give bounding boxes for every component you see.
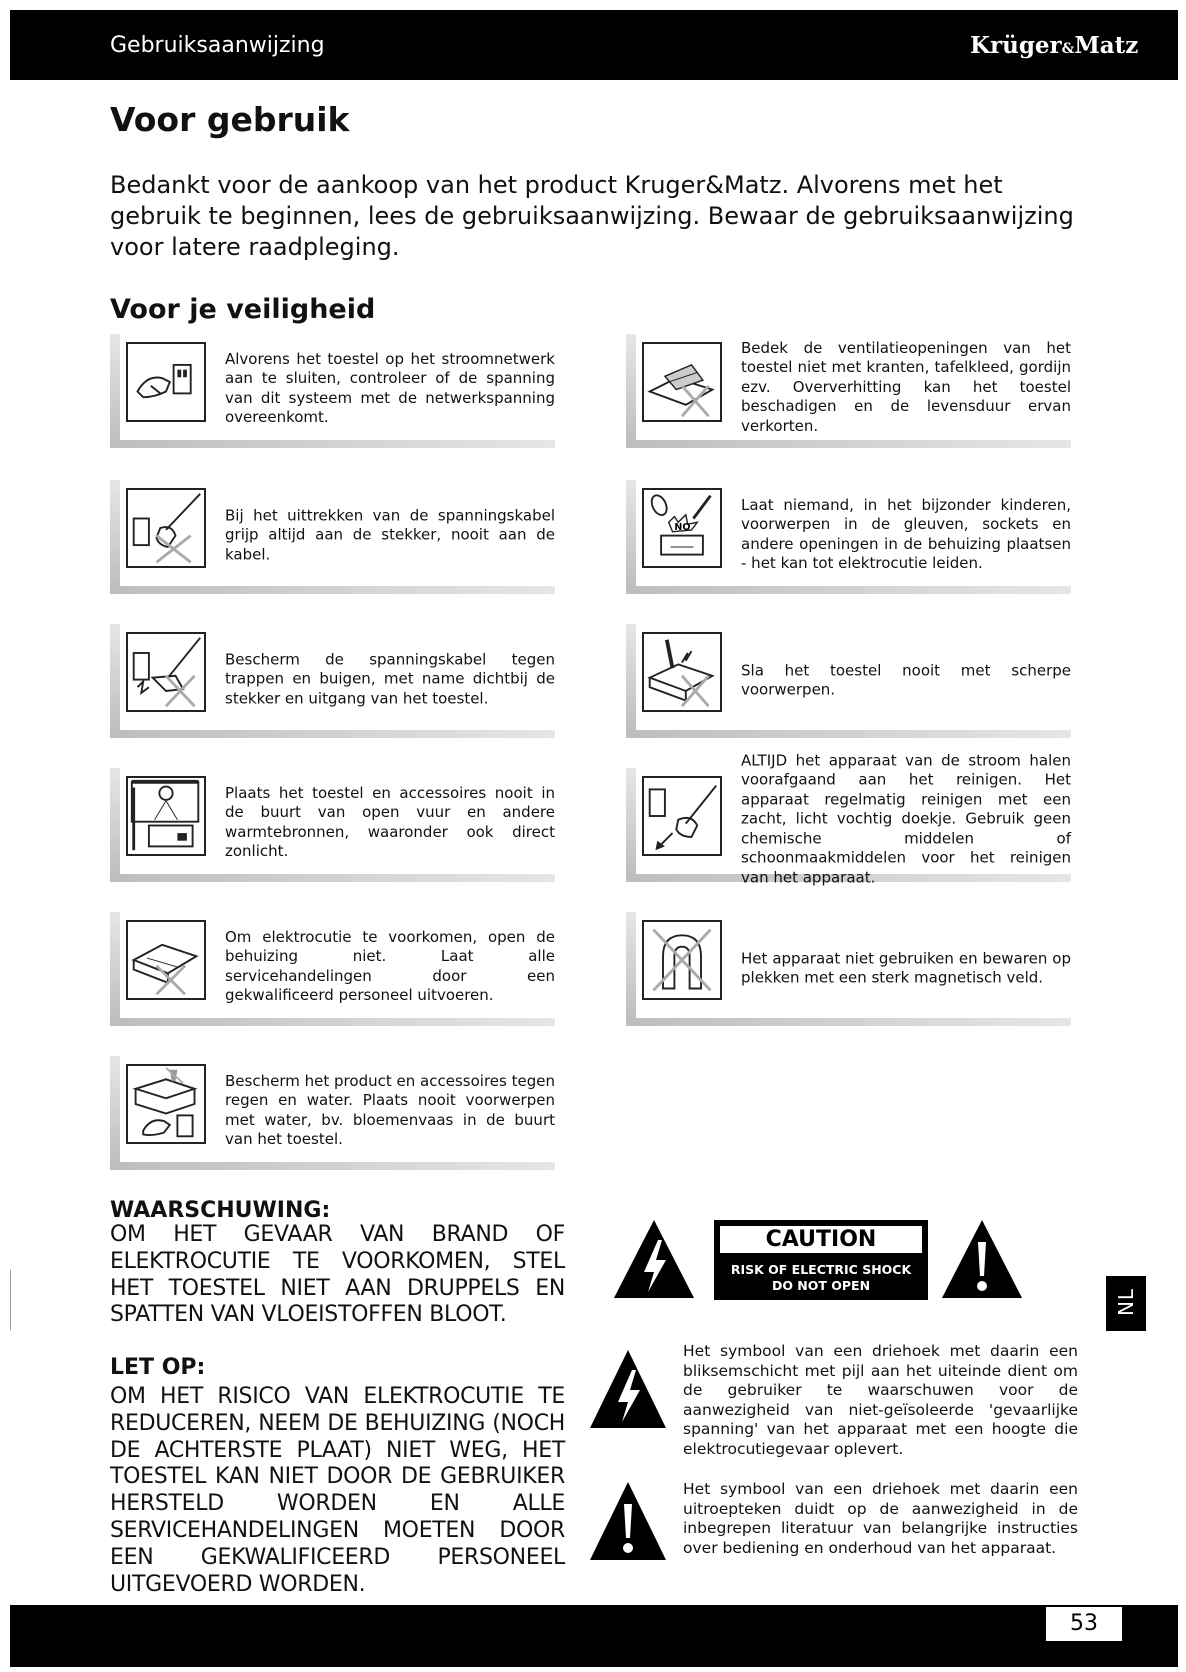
symbol-lightning-text: Het symbool van een driehoek met daarin een bliksemschicht met pijl aan het uiteinde dient om de gebruiker te waarschuwen voor de aanwezigheid van niet-geïsoleerde 'gevaarlijke spanning' van het apparaat met een hoogte die elektrocutiegevaar oplevert.: [683, 1342, 1078, 1458]
safety-card-left-3: [110, 624, 555, 741]
side-mark: [10, 1270, 11, 1330]
page-title: Voor gebruik: [110, 100, 350, 139]
brand-logo: Krüger&Matz: [970, 32, 1139, 59]
warning-title: WAARSCHUWING:: [110, 1198, 331, 1223]
open-housing-icon: [126, 920, 206, 1000]
symbol-exclamation-text: Het symbool van een driehoek met daarin een uitroepteken duidt op de aanwezigheid in de inbegrepen literatuur van belangrijke instructies over bediening en onderhoud van het apparaat.: [683, 1480, 1078, 1557]
safety-card-right-3: [626, 624, 1071, 741]
card-text: Het apparaat niet gebruiken en bewaren op plekken met een sterk magnetisch veld.: [741, 948, 1071, 987]
caution-title: CAUTION: [720, 1226, 922, 1253]
lightning-triangle-icon: [588, 1348, 668, 1430]
card-text: ALTIJD het apparaat van de stroom halen voorafgaand aan het reinigen. Het apparaat regelmatig reinigen met een zacht, licht vochtig doekje. Gebruik geen chemische middelen of schoonmaakmiddelen voor het reinigen van het apparaat.: [741, 751, 1071, 887]
safety-card-left-5: [110, 912, 555, 1029]
card-text: Laat niemand, in het bijzonder kinderen, voorwerpen in de gleuven, sockets en andere openingen in de behuizing plaatsen - het kan tot elektrocutie leiden.: [741, 495, 1071, 573]
card-text: Bij het uittrekken van de spanningskabel grijp altijd aan de stekker, nooit aan de kabel.: [225, 506, 555, 564]
card-text: Bedek de ventilatieopeningen van het toestel niet met kranten, tafelkleed, gordijn ezv. Oververhitting kan het toestel beschadigen en de levensduur ervan verkorten.: [741, 338, 1071, 435]
safety-card-right-5: [626, 912, 1071, 1029]
card-text: Alvorens het toestel op het stroomnetwerk aan te sluiten, controleer of de spanning van dit systeem met de netwerkspanning overeenkomt.: [225, 349, 555, 427]
exclamation-triangle-icon: [588, 1480, 668, 1562]
page-number: 53: [1046, 1607, 1122, 1641]
heat-sun-icon: [126, 776, 206, 856]
warning-text: OM HET GEVAAR VAN BRAND OF ELEKTROCUTIE TE VOORKOMEN, STEL HET TOESTEL NIET AAN DRUPPELS EN SPATTEN VAN VLOEISTOFFEN BLOOT.: [110, 1222, 565, 1328]
card-text: Bescherm de spanningskabel tegen trappen en buigen, met name dichtbij de stekker en uitgang van het toestel.: [225, 650, 555, 708]
ventilation-icon: [642, 342, 722, 422]
header-title: Gebruiksaanwijzing: [110, 33, 325, 58]
caution-line-2: DO NOT OPEN: [771, 1278, 871, 1293]
protect-cable-icon: [126, 632, 206, 712]
card-text: Bescherm het product en accessoires tegen regen en water. Plaats nooit voorwerpen met water, bv. bloemenvaas in de buurt van het toestel.: [225, 1071, 555, 1149]
page-header: [10, 10, 1178, 80]
page-footer: [10, 1605, 1178, 1667]
intro-paragraph: Bedankt voor de aankoop van het product Kruger&Matz. Alvorens met het gebruik te beginnen, lees de gebruiksaanwijzing. Bewaar de gebruiksaanwijzing voor latere raadpleging.: [110, 171, 1074, 261]
safety-card-right-4: [626, 751, 1071, 887]
plug-socket-icon: [126, 342, 206, 422]
safety-card-left-6: [110, 1056, 555, 1173]
safety-card-right-1: [626, 334, 1071, 451]
caution-exclamation-triangle-icon: [940, 1218, 1024, 1300]
no-badge: NO: [674, 521, 691, 533]
card-text: Sla het toestel nooit met scherpe voorwerpen.: [741, 660, 1071, 699]
safety-card-left-4: [110, 768, 555, 885]
language-tab: NL: [1106, 1276, 1146, 1331]
no-objects-icon: [642, 488, 722, 568]
section-title: Voor je veiligheid: [110, 294, 376, 325]
safety-card-left-2: [110, 480, 555, 597]
caution-lightning-triangle-icon: [612, 1218, 696, 1300]
magnet-icon: [642, 920, 722, 1000]
card-text: Plaats het toestel en accessoires nooit in de buurt van open vuur en andere warmtebronnen, waaronder ook direct zonlicht.: [225, 783, 555, 861]
water-vase-icon: [126, 1064, 206, 1144]
note-text: OM HET RISICO VAN ELEKTROCUTIE TE REDUCEREN, NEEM DE BEHUIZING (NOCH DE ACHTERSTE PLAAT) NIET WEG, HET TOESTEL KAN NIET DOOR DE GEBRUIKER HERSTELD WORDEN EN ALLE SERVICEHANDELINGEN MOETEN DOOR EEN GEKWALIFICEERD PERSONEEL UITGEVOERD WORDEN.: [110, 1384, 565, 1597]
caution-label: [714, 1220, 928, 1300]
sharp-objects-icon: [642, 632, 722, 712]
safety-card-right-2: [626, 480, 1071, 597]
safety-card-left-1: [110, 334, 555, 451]
caution-line-1: RISK OF ELECTRIC SHOCK: [730, 1262, 912, 1277]
unplug-cable-icon: [126, 488, 206, 568]
note-title: LET OP:: [110, 1355, 206, 1380]
cleaning-icon: [642, 776, 722, 856]
card-text: Om elektrocutie te voorkomen, open de behuizing niet. Laat alle servicehandelingen door een gekwalificeerd personeel uitvoeren.: [225, 927, 555, 1005]
